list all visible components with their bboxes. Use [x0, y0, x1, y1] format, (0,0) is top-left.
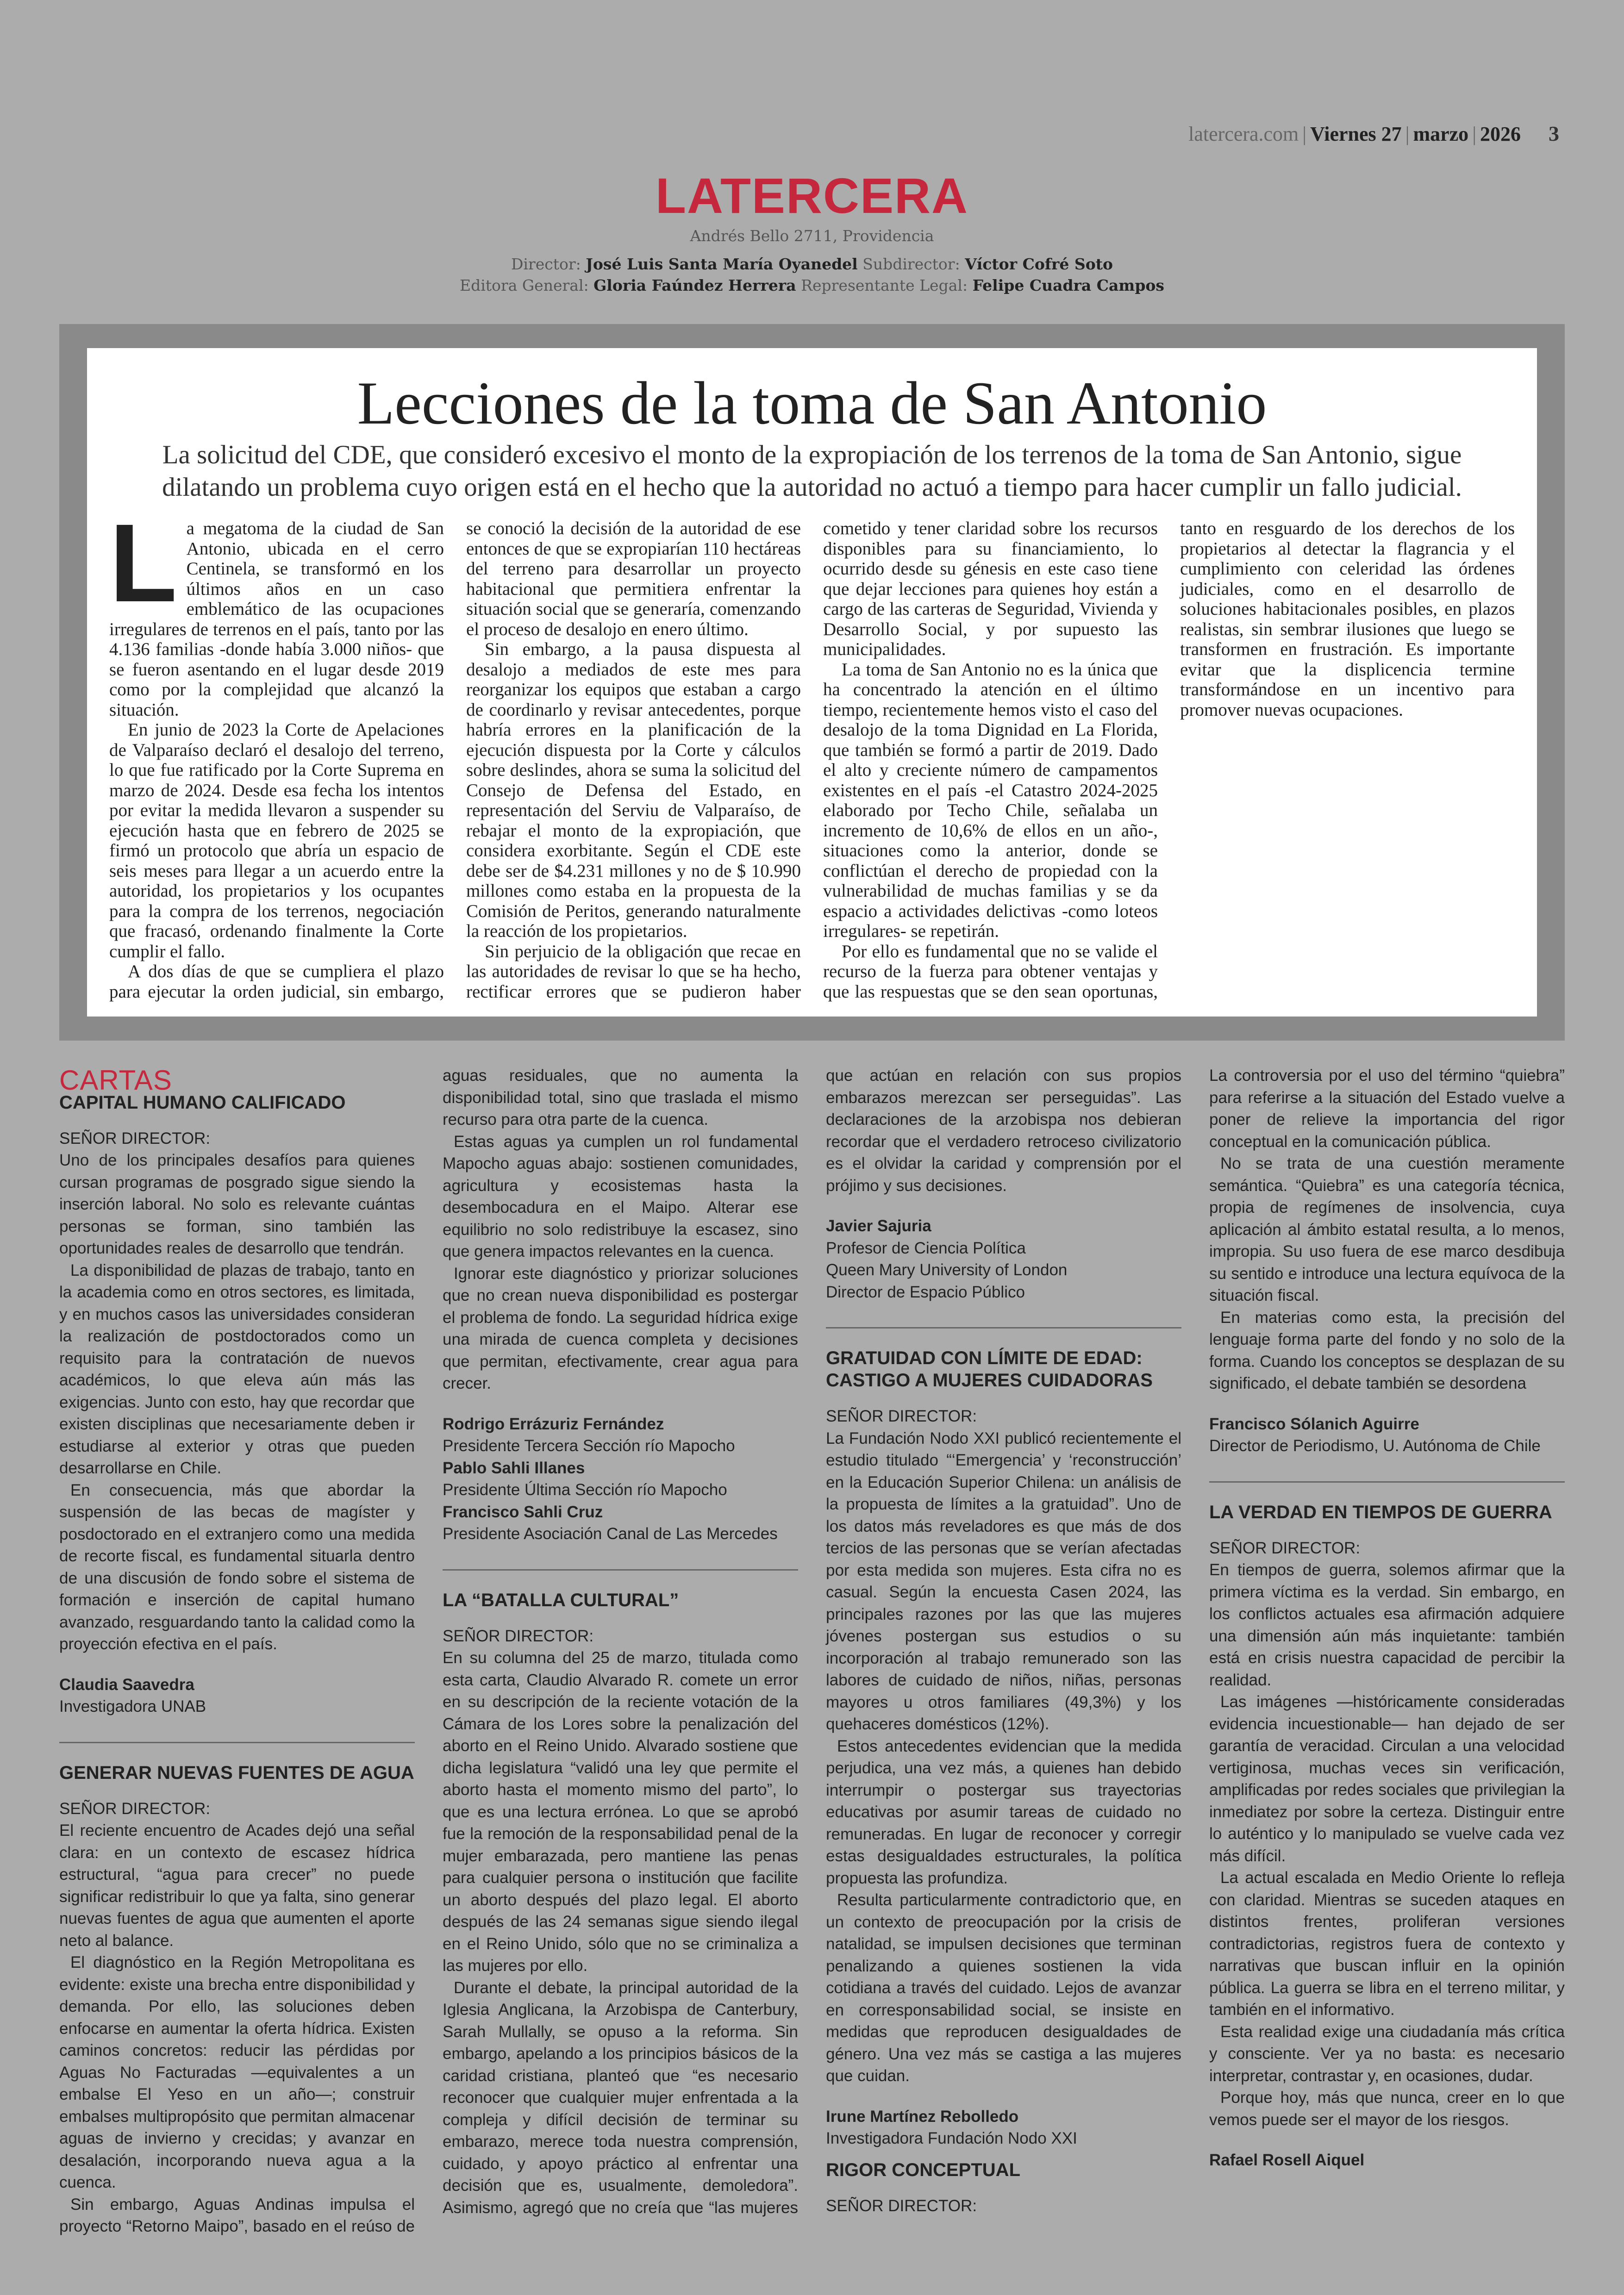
- letter-signer-role: Profesor de Ciencia Política: [826, 1239, 1026, 1257]
- page-header: latercera.com | Viernes 27 | marzo | 2026 3: [1188, 122, 1559, 145]
- letter-signer-role: Presidente Tercera Sección río Mapocho: [443, 1437, 735, 1455]
- letter-paragraph: En materias como esta, la precisión del lenguaje forma parte del fondo y no solo de la forma. Cuando los conceptos se desplazan de su significado, el debate también se desordena: [1209, 1308, 1565, 1392]
- letter-divider: [59, 1742, 415, 1743]
- letter-paragraph: En tiempos de guerra, solemos afirmar que la primera víctima es la verdad. Sin embargo, en los conflictos actuales esa afirmación adquiere una dimensión aún más inquietante: también está en crisis nuestra capacidad de percibir la realidad.: [1209, 1561, 1565, 1689]
- letter-salutation: SEÑOR DIRECTOR:: [826, 1407, 977, 1425]
- editorial-paragraph: Sin embargo, a la pausa dispuesta al desalojo a mediados de este mes para reorganizar los equipos que estaban a cargo de coordinarlo y revisar antecedentes, porque habría errores en la planificación de la ejecución dispuesta por la Corte y cálculos sobre deslindes, ahora se suma la solicitud del Consejo de Defensa del Estado, en representación del Serviu de Valparaíso, de rebajar el monto de la expropiación, que considera exorbitante. Según el CDE este debe ser de $4.231 millones y no de $ 10.990 millones como estaba en la propuesta de la Comisión de Peritos, generando naturalmente la reacción de los propietarios.: [466, 639, 801, 941]
- letter-divider: [443, 1569, 798, 1571]
- letter-paragraph: El reciente encuentro de Acades dejó una señal clara: en un contexto de escasez hídrica estructural, “agua para crecer” no puede significar redistribuir lo que ya falta, sino generar nuevas fuentes de agua que aumenten el aporte neto al balance.: [59, 1821, 415, 1950]
- editorial-lead: La solicitud del CDE, que consideró excesivo el monto de la expropiación de los terrenos de la toma de San Antonio, sigue dilatando un problema cuyo origen está en el hecho que la autoridad no actuó a tiempo para hacer cumplir un fallo judicial.: [162, 440, 1462, 502]
- editorial-paragraph: La toma de San Antonio no es la única que ha concentrado la atención en el último tiempo, recientemente hemos visto el caso del desalojo de la toma Dignidad en La Florida, que también se formó a partir de 2019. Dado el alto y creciente número de campamentos existentes en el país -el Catastro 2024-2025 elaborado por Techo Chile, señalaba un incremento de 10,6% de ellos en un año-, situaciones como la anterior, donde se conflictúan el derecho de propiedad con la vulnerabilidad de muchas familias y se da espacio a actividades delictivas -como loteos irregulares- se repetirán.: [823, 659, 1158, 941]
- letter-salutation: SEÑOR DIRECTOR:: [1209, 1539, 1361, 1557]
- editorial-paragraph: Sin perjuicio de la obligación que recae en las autoridades de revisar lo que se ha hecho, rectificar errores que se pudieron haber cometido y tener claridad sobre los recursos disponibles para su financiamiento, lo ocurrido desde su génesis en este caso tiene que dejar lecciones para quienes hoy están a cargo de las carteras de Seguridad, Vivienda y Desarrollo Social, y por supuesto las municipalidades.: [466, 518, 1158, 1002]
- letter-signature: Rafael Rosell Aiquel: [1209, 2151, 1365, 2169]
- letter-paragraph: Las imágenes —históricamente consideradas evidencia incuestionable— han dejado de ser garantía de veracidad. Circulan a una velocidad vertiginosa, muchas veces sin verificación, amplificadas por redes sociales que privilegian la inmediatez por sobre la certeza. Distinguir entre lo auténtico y lo manipulado se vuelve cada vez más difícil.: [1209, 1693, 1565, 1865]
- letter-paragraph: La actual escalada en Medio Oriente lo refleja con claridad. Mientras se suceden ataques en distintos frentes, proliferan versiones contradictorias, registros fuera de contexto y narrativas que buscan influir en la opinión pública. La guerra se libra en el terreno militar, y también en el informativo.: [1209, 1869, 1565, 2019]
- letter-paragraph: Estas aguas ya cumplen un rol fundamental Mapocho aguas abajo: sostienen comunidades, agricultura y ecosistemas hasta la desembocadura en el Maipo. Alterar ese equilibrio no solo redistribuye la escasez, sino que genera impactos relevantes en la cuenca.: [443, 1132, 798, 1260]
- letter-signer-role: Director de Periodismo, U. Autónoma de Chile: [1209, 1437, 1541, 1455]
- site-url[interactable]: latercera.com: [1188, 123, 1299, 145]
- editora-name: Gloria Faúndez Herrera: [593, 276, 796, 294]
- page-number: 3: [1549, 122, 1559, 145]
- letter-signature: Francisco Sólanich Aguirre: [1209, 1415, 1419, 1433]
- masthead-staff: [0, 254, 1624, 296]
- date-month: marzo: [1413, 123, 1469, 145]
- letter-paragraph: La disponibilidad de plazas de trabajo, tanto en la academia como en otros sectores, es limitada, y en muchos casos las universidades consideran la realización de postdoctorados como un requisito para la contratación de nuevos académicos, lo que eleva aún más las exigencias. Junto con esto, hay que recordar que existen disciplinas que necesariamente deben ir estudiarse al exterior y otras que pueden desarrollarse en Chile.: [59, 1261, 415, 1477]
- editorial-paragraph: Por ello es fundamental que no se valide el recurso de la fuerza para obtener ventajas y que las respuestas que se den sean oportunas, tanto en resguardo de los derechos de los propietarios al detectar la flagrancia y el cumplimiento con celeridad las órdenes judiciales, como en el desarrollo de soluciones habitacionales posibles, en plazos realistas, sin sembrar ilusiones que luego se transformen en frustración. Es importante evitar que la displicencia termine transformándose en un incentivo para promover nuevas ocupaciones.: [823, 518, 1515, 1002]
- letter-signature: Francisco Sahli Cruz: [443, 1503, 603, 1521]
- subdirector-name: Víctor Cofré Soto: [965, 255, 1113, 273]
- letter-signature: Claudia Saavedra: [59, 1675, 194, 1694]
- letter-salutation: SEÑOR DIRECTOR:: [826, 2196, 977, 2215]
- date-day: Viernes 27: [1310, 123, 1402, 145]
- letter-signature: Irune Martínez Rebolledo: [826, 2107, 1019, 2126]
- letter-paragraph: Sin embargo, Aguas Andinas impulsa el proyecto “Retorno Maipo”, basado en el reúso de aguas residuales, que no aumenta la disponibilidad total, sino que traslada el mismo recurso para otra parte de la cuenca.: [59, 1066, 798, 2235]
- date-year: 2026: [1480, 123, 1521, 145]
- letter-paragraph: Ignorar este diagnóstico y priorizar soluciones que no crean nueva disponibilidad es postergar el problema de fondo. La seguridad hídrica exige una mirada de cuenca completa y decisiones que permitan, efectivamente, crear agua para crecer.: [443, 1264, 798, 1392]
- letter-signer-role: Presidente Asociación Canal de Las Mercedes: [443, 1525, 778, 1543]
- letter-signature: Rodrigo Errázuriz Fernández: [443, 1415, 664, 1433]
- letter-paragraph: Uno de los principales desafíos para quienes cursan programas de posgrado sigue siendo la inserción laboral. No solo es relevante cuántas personas se forman, sino también las oportunidades reales de desarrollo que tendrán.: [59, 1151, 415, 1257]
- letter-paragraph: El diagnóstico en la Región Metropolitana es evidente: existe una brecha entre disponibilidad y demanda. Por ello, las soluciones deben enfocarse en aumentar la oferta hídrica. Existen caminos concretos: reducir las pérdidas por Aguas No Facturadas —equivalentes a un embalse El Yeso en un año—; construir embalses multipropósito que permitan almacenar aguas de invierno y crecidas; y avanzar en desalación, incorporando nueva agua a la cuenca.: [59, 1953, 415, 2191]
- letter-signature: Pablo Sahli Illanes: [443, 1459, 585, 1477]
- letter-signer-role: Queen Mary University of London: [826, 1261, 1068, 1279]
- letter-salutation: SEÑOR DIRECTOR:: [443, 1627, 594, 1645]
- representante-label: Representante Legal:: [801, 276, 968, 294]
- letter-signer-role: Director de Espacio Público: [826, 1283, 1025, 1301]
- director-label: Director:: [511, 255, 581, 273]
- letter-signature: Javier Sajuria: [826, 1217, 931, 1235]
- letter-paragraph: Durante el debate, la principal autoridad de la Iglesia Anglicana, la Arzobispa de Canterbury, Sarah Mullally, se opuso a la reforma. Sin embargo, apelando a los principios básicos de la caridad cristiana, planteó que “es necesario reconocer que cualquier mujer enfrentada a la compleja y difícil decisión de terminar su embarazo, merece toda nuestra comprensión, cuidado, y apoyo práctico al enfrentar una decisión que es, usualmente, demoledora”. Asimismo, agregó que no creía que “las mujeres que actúan en relación con sus propios embarazos merezcan ser perseguidas”. Las declaraciones de la arzobispa nos debieran recordar que el verdadero retroceso civilizatorio es el olvidar la caridad y comprensión por el prójimo y sus decisiones.: [443, 1066, 1181, 2217]
- letter-signer-role: Investigadora UNAB: [59, 1697, 206, 1715]
- letter-paragraph: En su columna del 25 de marzo, titulada como esta carta, Claudio Alvarado R. comete un error en su descripción de la reciente votación de la Cámara de los Lores sobre la penalización del aborto en el Reino Unido. Alvarado sostiene que dicha legislatura “validó una ley que permite el aborto hasta el momento mismo del parto”, lo que es una lectura errónea. Lo que se aprobó fue la remoción de la responsabilidad penal de la mujer embarazada, pero mantiene las penas para cualquier persona o institución que facilite un aborto después del plazo legal. El aborto después de las 24 semanas sigue siendo ilegal en el Reino Unido, sólo que no se criminaliza a las mujeres por ello.: [443, 1649, 798, 1975]
- letter-title: GENERAR NUEVAS FUENTES DE AGUA: [59, 1762, 414, 1783]
- section-title: CARTAS: [59, 1065, 172, 1096]
- letter-title: RIGOR CONCEPTUAL: [826, 2159, 1020, 2180]
- letter-paragraph: La controversia por el uso del término “quiebra” para referirse a la situación del Estado vuelve a poner de relieve la importancia del rigor conceptual en la comunicación pública.: [1209, 1066, 1565, 1151]
- subdirector-label: Subdirector:: [862, 255, 960, 273]
- letter-title: CAPITAL HUMANO CALIFICADO: [59, 1092, 346, 1113]
- letter-title: LA VERDAD EN TIEMPOS DE GUERRA: [1209, 1502, 1552, 1522]
- editorial-body: [109, 501, 1515, 1009]
- letter-paragraph: En consecuencia, más que abordar la suspensión de las becas de magíster y posdoctorado en el extranjero como una medida de recorte fiscal, es fundamental situarla dentro de una discusión de fondo sobre el sistema de formación e inserción de capital humano avanzado, resguardando tanto la calidad como la proyección efectiva en el país.: [59, 1481, 415, 1653]
- newspaper-logo: LATERCERA: [656, 168, 968, 224]
- representante-name: Felipe Cuadra Campos: [972, 276, 1165, 294]
- editorial-paragraph: A dos días de que se cumpliera el plazo para ejecutar la orden judicial, sin embargo, se conoció la decisión de la autoridad de ese entonces de que se expropiarían 110 hectáreas del terreno para desarrollar un proyecto habitacional que permitiera enfrentar la situación social que se generaría, comenzando el proceso de desalojo en enero último.: [109, 518, 801, 1002]
- editorial-box: [87, 348, 1537, 1017]
- director-name: José Luis Santa María Oyanedel: [586, 255, 858, 273]
- letter-signer-role: Investigadora Fundación Nodo XXI: [826, 2129, 1077, 2147]
- letter-paragraph: Estos antecedentes evidencian que la medida perjudica, una vez más, a quienes han debido interrumpir o postergar sus trayectorias educativas por asumir tareas de cuidado no remuneradas. En lugar de reconocer y corregir estas desigualdades estructurales, la política propuesta las profundiza.: [826, 1737, 1181, 1887]
- letter-salutation: SEÑOR DIRECTOR:: [59, 1129, 211, 1148]
- letter-paragraph: Porque hoy, más que nunca, creer en lo que vemos puede ser el mayor de los riesgos.: [1209, 2089, 1565, 2129]
- masthead-address: Andrés Bello 2711, Providencia: [690, 227, 934, 245]
- drop-cap: L: [109, 501, 177, 625]
- letter-title: GRATUIDAD CON LÍMITE DE EDAD: CASTIGO A MUJERES CUIDADORAS: [826, 1348, 1153, 1391]
- letter-signer-role: Presidente Última Sección río Mapocho: [443, 1481, 727, 1499]
- letters-section: [59, 1065, 1565, 2240]
- letter-title: LA “BATALLA CULTURAL”: [443, 1590, 679, 1610]
- editora-label: Editora General:: [459, 276, 589, 294]
- letter-paragraph: Resulta particularmente contradictorio que, en un contexto de preocupación por la crisis de natalidad, se impulsen decisiones que terminan penalizando a quienes sostienen la vida cotidiana a través del cuidado. Lejos de avanzar en corresponsabilidad social, se insiste en medidas que reproducen desigualdades de género. Una vez más se castiga a las mujeres que cuidan.: [826, 1891, 1181, 2085]
- letter-paragraph: La Fundación Nodo XXI publicó recientemente el estudio titulado “‘Emergencia’ y ‘reconstrucción’ en la Educación Superior Chilena: un análisis de la propuesta de límites a la gratuidad”. Uno de los datos más reveladores es que más de dos tercios de las personas que se verían afectadas por esta medida son mujeres. Esta cifra no es casual. Según la encuesta Casen 2024, las principales razones por las que las mujeres jóvenes postergan sus estudios o su incorporación al trabajo remunerado son las labores de cuidado de niños, niñas, personas mayores u otros familiares (49,3%) y los quehaceres domésticos (12%).: [826, 1429, 1181, 1733]
- editorial-paragraph: La megatoma de la ciudad de San Antonio, ubicada en el cerro Centinela, se transformó en los últimos años en un caso emblemático de las ocupaciones irregulares de terrenos en el país, tanto por las 4.136 familias -donde había 3.000 niños- que se fueron asentando en el lugar desde 2019 como por la complejidad que alcanzó la situación.: [109, 501, 444, 720]
- editorial-paragraph: En junio de 2023 la Corte de Apelaciones de Valparaíso declaró el desalojo del terreno, lo que fue ratificado por la Corte Suprema en marzo de 2024. Desde esa fecha los intentos por evitar la medida llevaron a suspender su ejecución hasta que en febrero de 2025 se firmó un protocolo que abría un espacio de seis meses para llegar a un acuerdo entre la autoridad, los propietarios y los ocupantes para la compra de los terrenos, negociación que fracasó, ordenando finalmente la Corte cumplir el fallo.: [109, 720, 444, 961]
- editorial-title: Lecciones de la toma de San Antonio: [357, 369, 1267, 437]
- letter-paragraph: No se trata de una cuestión meramente semántica. “Quiebra” es una categoría técnica, propia de regímenes de insolvencia, cuya aplicación al ámbito estatal resulta, a lo menos, impropia. Su uso fuera de ese marco desdibuja su sentido e introduce una lectura equívoca de la situación fiscal.: [1209, 1154, 1565, 1304]
- letter-divider: [1209, 1481, 1565, 1483]
- letter-salutation: SEÑOR DIRECTOR:: [59, 1799, 211, 1818]
- letter-paragraph: Esta realidad exige una ciudadanía más crítica y consciente. Ver ya no basta: es necesario interpretar, contrastar y, en ocasiones, dudar.: [1209, 2022, 1565, 2085]
- letter-divider: [826, 1327, 1181, 1328]
